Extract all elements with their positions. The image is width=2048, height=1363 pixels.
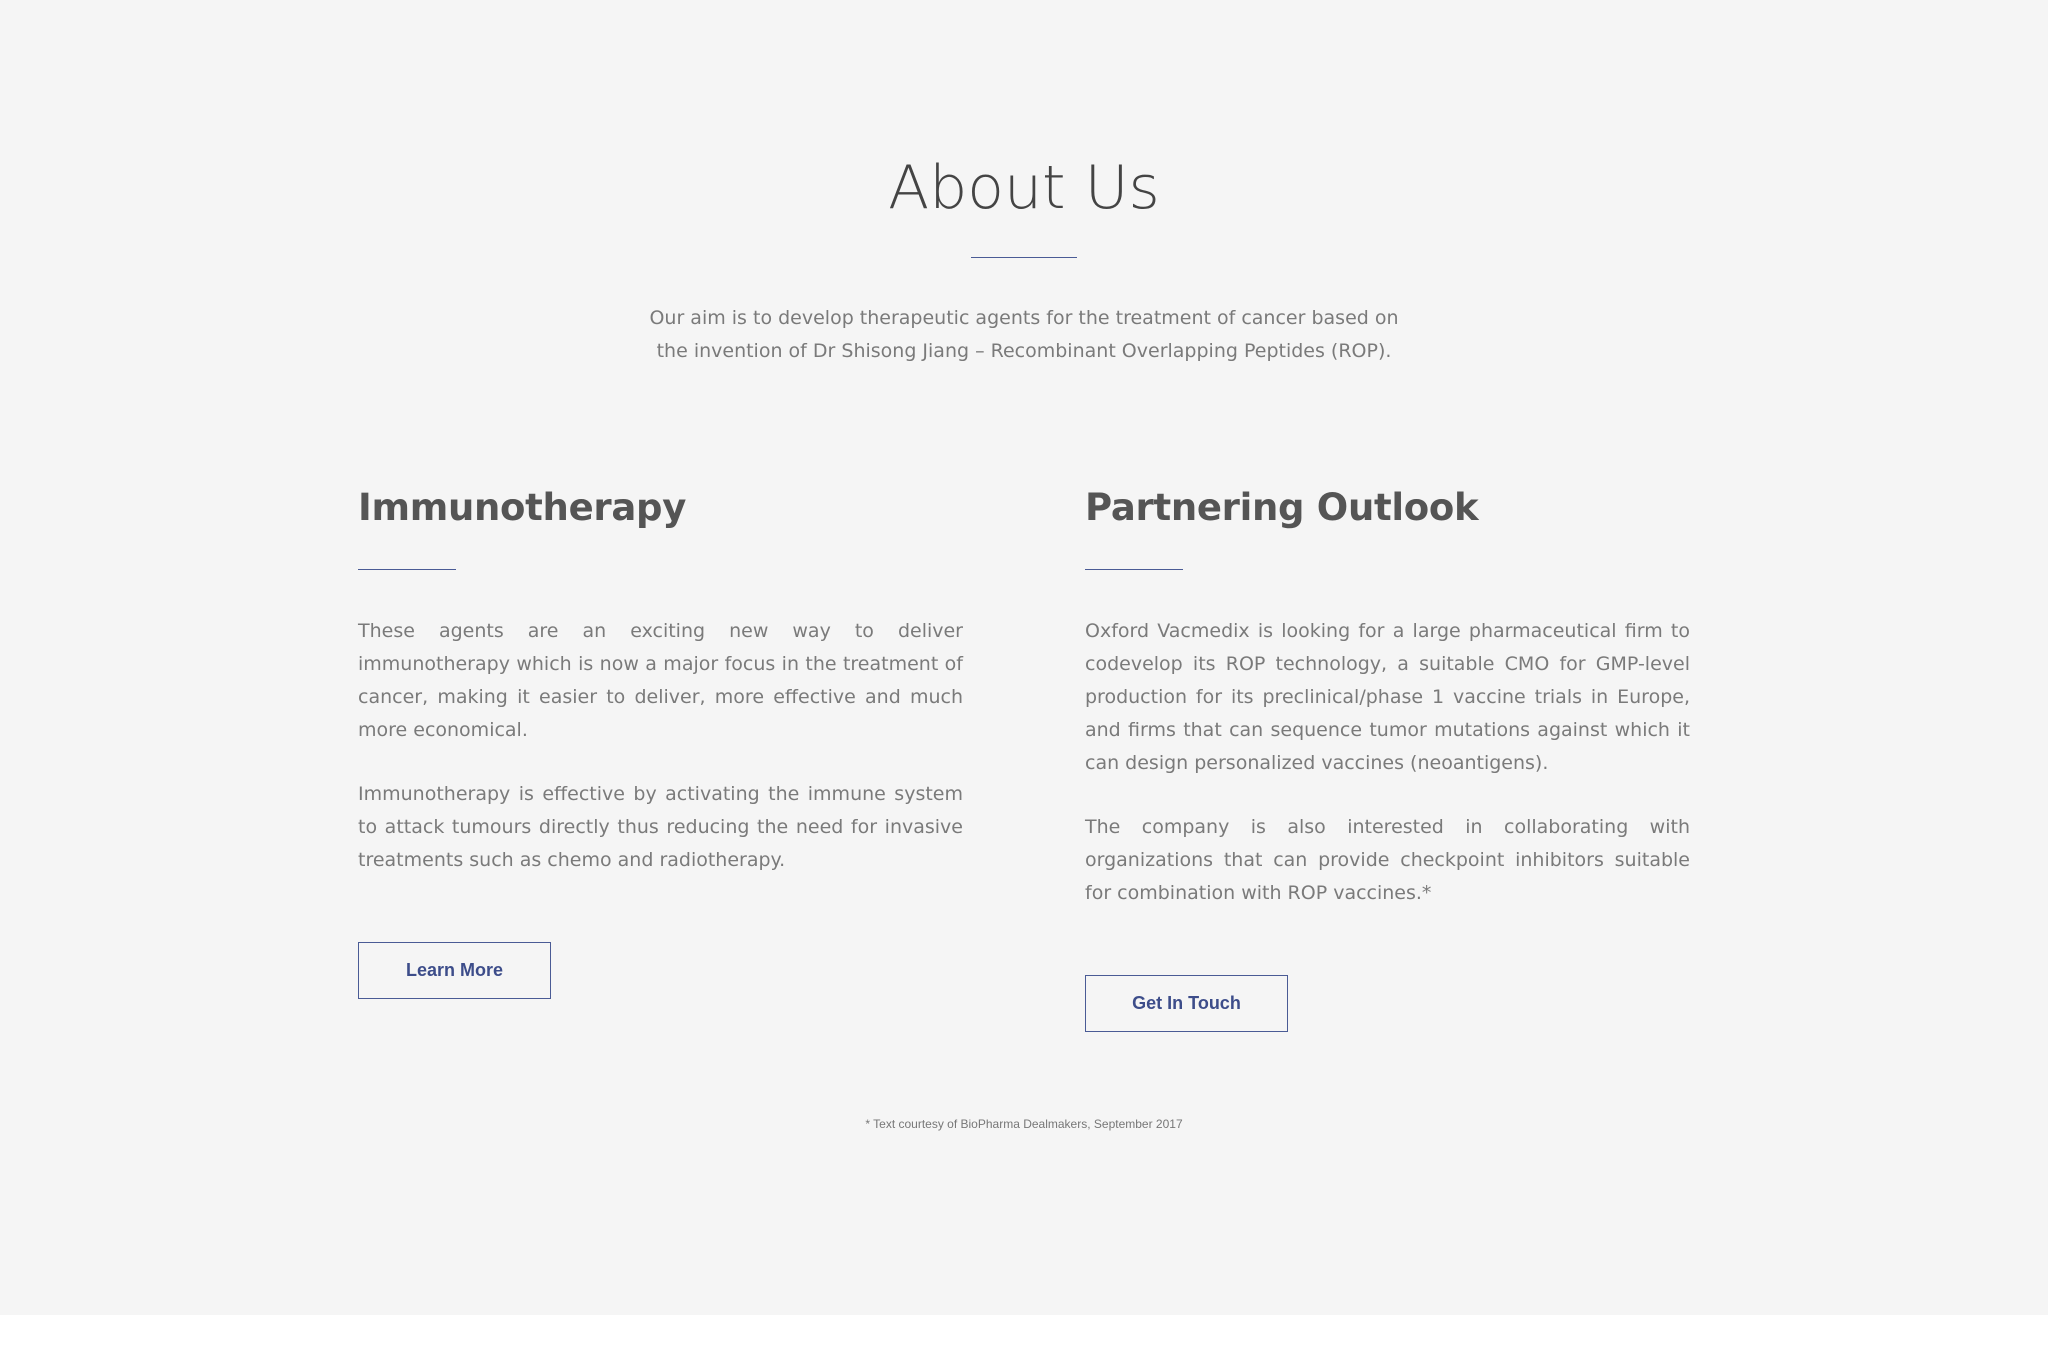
partnering-paragraph-1: Oxford Vacmedix is looking for a large pharmaceutical firm to codevelop its ROP technology, a suitable CMO for GMP-level production for its preclinical/phase 1 vaccine trials in Europe, and firms that can sequence tumor mutations against which it can design personalized vaccines (neoantigens). <box>1085 620 1690 774</box>
immunotherapy-paragraph-2: Immunotherapy is effective by activating the immune system to attack tumours directly thus reducing the need for invasive treatments such as chemo and radiotherapy. <box>358 783 963 871</box>
immunotherapy-divider <box>358 569 456 570</box>
partnering-paragraph-2: The company is also interested in collaborating with organizations that can provide checkpoint inhibitors suitable for combination with ROP vaccines.* <box>1085 816 1690 904</box>
immunotherapy-heading: Immunotherapy <box>358 486 687 529</box>
partnering-column <box>1085 478 1690 1032</box>
immunotherapy-column <box>358 478 963 999</box>
partnering-heading: Partnering Outlook <box>1085 486 1479 529</box>
get-in-touch-button[interactable]: Get In Touch <box>1085 975 1288 1032</box>
footnote: * Text courtesy of BioPharma Dealmakers, September 2017 <box>865 1117 1183 1131</box>
immunotherapy-paragraph-1: These agents are an exciting new way to deliver immunotherapy which is now a major focus in the treatment of cancer, making it easier to deliver, more effective and much more economical. <box>358 620 963 741</box>
title-divider <box>971 257 1077 258</box>
page-title: About Us <box>888 153 1160 223</box>
intro-text <box>624 302 1424 368</box>
learn-more-button[interactable]: Learn More <box>358 942 551 999</box>
partnering-divider <box>1085 569 1183 570</box>
intro-line-1: Our aim is to develop therapeutic agents for the treatment of cancer based on <box>649 307 1399 329</box>
intro-line-2: the invention of Dr Shisong Jiang – Recombinant Overlapping Peptides (ROP). <box>656 340 1392 362</box>
